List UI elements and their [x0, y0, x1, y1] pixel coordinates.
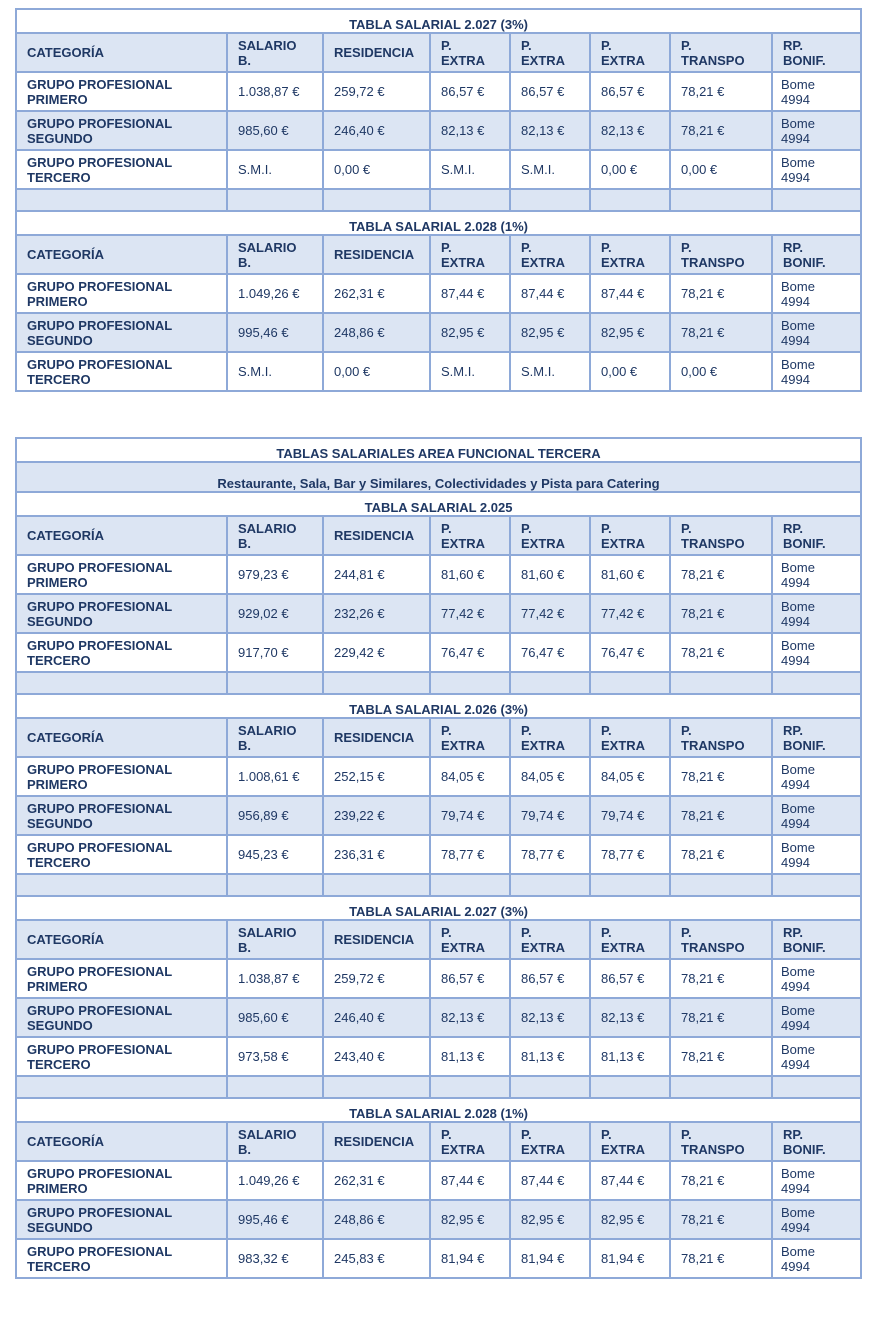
- table-row: [16, 352, 861, 391]
- value-cell: 82,13 €: [590, 111, 670, 150]
- column-header-categoria: CATEGORÍA: [16, 516, 227, 555]
- column-header-ptranspo: P. TRANSPO: [670, 920, 772, 959]
- empty-cell: [590, 189, 670, 211]
- empty-cell: [670, 672, 772, 694]
- category-cell: GRUPO PROFESIONAL TERCERO: [16, 835, 227, 874]
- value-cell: 82,13 €: [510, 111, 590, 150]
- empty-cell: [670, 1076, 772, 1098]
- column-header-rpbonif: RP. BONIF.: [772, 920, 861, 959]
- value-cell: 87,44 €: [430, 274, 510, 313]
- value-cell: 81,94 €: [590, 1239, 670, 1278]
- table-row: [16, 555, 861, 594]
- table-row: [16, 998, 861, 1037]
- table-title-row: [16, 9, 861, 33]
- table-row: [16, 796, 861, 835]
- value-cell: 82,95 €: [430, 1200, 510, 1239]
- empty-cell: [430, 1076, 510, 1098]
- table-row: [16, 274, 861, 313]
- table-title: TABLA SALARIAL 2.028 (1%): [16, 211, 861, 235]
- empty-cell: [323, 672, 430, 694]
- bonif-cell: Bome 4994: [772, 1239, 861, 1278]
- value-cell: 87,44 €: [510, 274, 590, 313]
- value-cell: 259,72 €: [323, 959, 430, 998]
- empty-cell: [16, 874, 227, 896]
- column-header-residencia: RESIDENCIA: [323, 718, 430, 757]
- table-row: [16, 1239, 861, 1278]
- category-cell: GRUPO PROFESIONAL TERCERO: [16, 1239, 227, 1278]
- value-cell: 78,21 €: [670, 555, 772, 594]
- value-cell: 956,89 €: [227, 796, 323, 835]
- value-cell: 1.008,61 €: [227, 757, 323, 796]
- value-cell: 82,95 €: [590, 313, 670, 352]
- value-cell: 77,42 €: [590, 594, 670, 633]
- value-cell: 243,40 €: [323, 1037, 430, 1076]
- column-header-pextra: P. EXTRA: [590, 920, 670, 959]
- table-title-row: [16, 492, 861, 516]
- category-cell: GRUPO PROFESIONAL PRIMERO: [16, 757, 227, 796]
- column-header-categoria: CATEGORÍA: [16, 718, 227, 757]
- table-header-row: [16, 920, 861, 959]
- bonif-cell: Bome 4994: [772, 352, 861, 391]
- empty-cell: [227, 1076, 323, 1098]
- category-cell: GRUPO PROFESIONAL TERCERO: [16, 1037, 227, 1076]
- value-cell: 244,81 €: [323, 555, 430, 594]
- bonif-cell: Bome 4994: [772, 1200, 861, 1239]
- empty-cell: [430, 672, 510, 694]
- value-cell: 995,46 €: [227, 313, 323, 352]
- value-cell: 79,74 €: [590, 796, 670, 835]
- table-row: [16, 835, 861, 874]
- table-row: [16, 1200, 861, 1239]
- value-cell: 78,77 €: [430, 835, 510, 874]
- value-cell: S.M.I.: [227, 352, 323, 391]
- empty-cell: [16, 189, 227, 211]
- bonif-cell: Bome 4994: [772, 594, 861, 633]
- value-cell: 76,47 €: [430, 633, 510, 672]
- table-header-row: [16, 235, 861, 274]
- bonif-cell: Bome 4994: [772, 1037, 861, 1076]
- bonif-cell: Bome 4994: [772, 150, 861, 189]
- empty-cell: [590, 1076, 670, 1098]
- value-cell: 78,21 €: [670, 757, 772, 796]
- column-header-pextra: P. EXTRA: [510, 516, 590, 555]
- empty-cell: [323, 189, 430, 211]
- category-cell: GRUPO PROFESIONAL PRIMERO: [16, 1161, 227, 1200]
- column-header-pextra: P. EXTRA: [510, 1122, 590, 1161]
- table-header-row: [16, 33, 861, 72]
- value-cell: 87,44 €: [590, 1161, 670, 1200]
- value-cell: 78,21 €: [670, 1161, 772, 1200]
- empty-cell: [510, 189, 590, 211]
- column-header-ptranspo: P. TRANSPO: [670, 235, 772, 274]
- empty-cell: [510, 672, 590, 694]
- category-cell: GRUPO PROFESIONAL PRIMERO: [16, 959, 227, 998]
- value-cell: 84,05 €: [510, 757, 590, 796]
- value-cell: 248,86 €: [323, 1200, 430, 1239]
- column-header-rpbonif: RP. BONIF.: [772, 33, 861, 72]
- table-row: [16, 72, 861, 111]
- value-cell: 81,13 €: [510, 1037, 590, 1076]
- empty-cell: [772, 189, 861, 211]
- column-header-pextra: P. EXTRA: [430, 516, 510, 555]
- value-cell: 0,00 €: [670, 150, 772, 189]
- empty-cell: [670, 874, 772, 896]
- category-cell: GRUPO PROFESIONAL TERCERO: [16, 150, 227, 189]
- value-cell: 86,57 €: [510, 959, 590, 998]
- value-cell: 236,31 €: [323, 835, 430, 874]
- value-cell: 985,60 €: [227, 998, 323, 1037]
- column-header-pextra: P. EXTRA: [590, 235, 670, 274]
- value-cell: 983,32 €: [227, 1239, 323, 1278]
- column-header-pextra: P. EXTRA: [510, 235, 590, 274]
- value-cell: 945,23 €: [227, 835, 323, 874]
- spacer-row: [16, 874, 861, 896]
- value-cell: 79,74 €: [510, 796, 590, 835]
- value-cell: 81,60 €: [510, 555, 590, 594]
- category-cell: GRUPO PROFESIONAL SEGUNDO: [16, 594, 227, 633]
- value-cell: 78,21 €: [670, 1239, 772, 1278]
- column-header-residencia: RESIDENCIA: [323, 516, 430, 555]
- value-cell: 86,57 €: [430, 959, 510, 998]
- bonif-cell: Bome 4994: [772, 796, 861, 835]
- column-header-residencia: RESIDENCIA: [323, 235, 430, 274]
- value-cell: 0,00 €: [590, 352, 670, 391]
- column-header-categoria: CATEGORÍA: [16, 1122, 227, 1161]
- value-cell: 78,21 €: [670, 274, 772, 313]
- value-cell: 0,00 €: [590, 150, 670, 189]
- table-header-row: [16, 516, 861, 555]
- value-cell: 81,13 €: [430, 1037, 510, 1076]
- table-title: TABLA SALARIAL 2.027 (3%): [16, 9, 861, 33]
- value-cell: 82,95 €: [510, 1200, 590, 1239]
- value-cell: 87,44 €: [430, 1161, 510, 1200]
- bonif-cell: Bome 4994: [772, 835, 861, 874]
- column-header-ptranspo: P. TRANSPO: [670, 516, 772, 555]
- column-header-ptranspo: P. TRANSPO: [670, 1122, 772, 1161]
- value-cell: 78,21 €: [670, 1200, 772, 1239]
- value-cell: 262,31 €: [323, 274, 430, 313]
- column-header-rpbonif: RP. BONIF.: [772, 718, 861, 757]
- value-cell: 78,21 €: [670, 313, 772, 352]
- table-title-row: [16, 211, 861, 235]
- value-cell: S.M.I.: [510, 352, 590, 391]
- empty-cell: [670, 189, 772, 211]
- value-cell: S.M.I.: [227, 150, 323, 189]
- value-cell: 82,13 €: [590, 998, 670, 1037]
- value-cell: 87,44 €: [590, 274, 670, 313]
- value-cell: 82,95 €: [510, 313, 590, 352]
- category-cell: GRUPO PROFESIONAL SEGUNDO: [16, 313, 227, 352]
- value-cell: 995,46 €: [227, 1200, 323, 1239]
- salary-table-block-1: [15, 8, 862, 392]
- value-cell: S.M.I.: [510, 150, 590, 189]
- column-header-pextra: P. EXTRA: [510, 718, 590, 757]
- category-cell: GRUPO PROFESIONAL SEGUNDO: [16, 796, 227, 835]
- value-cell: 82,13 €: [510, 998, 590, 1037]
- column-header-pextra: P. EXTRA: [590, 516, 670, 555]
- column-header-categoria: CATEGORÍA: [16, 33, 227, 72]
- value-cell: 78,77 €: [590, 835, 670, 874]
- column-header-rpbonif: RP. BONIF.: [772, 516, 861, 555]
- value-cell: 79,74 €: [430, 796, 510, 835]
- table-header-row: [16, 718, 861, 757]
- spacer-row: [16, 1076, 861, 1098]
- area-title-row: [16, 438, 861, 462]
- column-header-categoria: CATEGORÍA: [16, 920, 227, 959]
- empty-cell: [227, 189, 323, 211]
- value-cell: 78,21 €: [670, 835, 772, 874]
- value-cell: 78,77 €: [510, 835, 590, 874]
- bonif-cell: Bome 4994: [772, 959, 861, 998]
- category-cell: GRUPO PROFESIONAL TERCERO: [16, 633, 227, 672]
- table-title: TABLA SALARIAL 2.026 (3%): [16, 694, 861, 718]
- value-cell: 86,57 €: [510, 72, 590, 111]
- value-cell: 1.038,87 €: [227, 72, 323, 111]
- value-cell: 78,21 €: [670, 594, 772, 633]
- value-cell: 239,22 €: [323, 796, 430, 835]
- value-cell: 245,83 €: [323, 1239, 430, 1278]
- value-cell: 1.049,26 €: [227, 1161, 323, 1200]
- value-cell: 1.049,26 €: [227, 274, 323, 313]
- area-subtitle-row: [16, 462, 861, 492]
- value-cell: 84,05 €: [590, 757, 670, 796]
- value-cell: 81,60 €: [590, 555, 670, 594]
- column-header-pextra: P. EXTRA: [510, 920, 590, 959]
- value-cell: 81,94 €: [430, 1239, 510, 1278]
- table-row: [16, 959, 861, 998]
- value-cell: 77,42 €: [430, 594, 510, 633]
- empty-cell: [16, 672, 227, 694]
- value-cell: 1.038,87 €: [227, 959, 323, 998]
- column-header-salario: SALARIO B.: [227, 718, 323, 757]
- column-header-salario: SALARIO B.: [227, 516, 323, 555]
- empty-cell: [510, 1076, 590, 1098]
- value-cell: 81,60 €: [430, 555, 510, 594]
- value-cell: 229,42 €: [323, 633, 430, 672]
- category-cell: GRUPO PROFESIONAL SEGUNDO: [16, 998, 227, 1037]
- column-header-pextra: P. EXTRA: [430, 235, 510, 274]
- value-cell: 985,60 €: [227, 111, 323, 150]
- empty-cell: [430, 189, 510, 211]
- value-cell: 82,13 €: [430, 998, 510, 1037]
- value-cell: 78,21 €: [670, 998, 772, 1037]
- spacer-row: [16, 189, 861, 211]
- spacer-row: [16, 672, 861, 694]
- column-header-pextra: P. EXTRA: [430, 1122, 510, 1161]
- value-cell: 77,42 €: [510, 594, 590, 633]
- value-cell: 86,57 €: [590, 959, 670, 998]
- bonif-cell: Bome 4994: [772, 1161, 861, 1200]
- value-cell: 82,95 €: [430, 313, 510, 352]
- value-cell: 82,13 €: [430, 111, 510, 150]
- empty-cell: [590, 874, 670, 896]
- value-cell: 0,00 €: [323, 352, 430, 391]
- column-header-residencia: RESIDENCIA: [323, 1122, 430, 1161]
- bonif-cell: Bome 4994: [772, 313, 861, 352]
- table-title: TABLA SALARIAL 2.027 (3%): [16, 896, 861, 920]
- value-cell: 82,95 €: [590, 1200, 670, 1239]
- value-cell: 78,21 €: [670, 959, 772, 998]
- empty-cell: [323, 1076, 430, 1098]
- column-header-rpbonif: RP. BONIF.: [772, 235, 861, 274]
- area-subtitle: Restaurante, Sala, Bar y Similares, Colectividades y Pista para Catering: [16, 462, 861, 492]
- value-cell: S.M.I.: [430, 150, 510, 189]
- table-row: [16, 111, 861, 150]
- column-header-pextra: P. EXTRA: [590, 718, 670, 757]
- value-cell: 86,57 €: [590, 72, 670, 111]
- value-cell: 86,57 €: [430, 72, 510, 111]
- bonif-cell: Bome 4994: [772, 633, 861, 672]
- area-title: TABLAS SALARIALES AREA FUNCIONAL TERCERA: [16, 438, 861, 462]
- value-cell: 252,15 €: [323, 757, 430, 796]
- empty-cell: [510, 874, 590, 896]
- empty-cell: [227, 874, 323, 896]
- column-header-pextra: P. EXTRA: [430, 920, 510, 959]
- empty-cell: [590, 672, 670, 694]
- bonif-cell: Bome 4994: [772, 72, 861, 111]
- category-cell: GRUPO PROFESIONAL PRIMERO: [16, 72, 227, 111]
- column-header-salario: SALARIO B.: [227, 920, 323, 959]
- column-header-rpbonif: RP. BONIF.: [772, 1122, 861, 1161]
- value-cell: 76,47 €: [510, 633, 590, 672]
- empty-cell: [430, 874, 510, 896]
- empty-cell: [323, 874, 430, 896]
- value-cell: 232,26 €: [323, 594, 430, 633]
- column-header-pextra: P. EXTRA: [590, 1122, 670, 1161]
- value-cell: 81,94 €: [510, 1239, 590, 1278]
- category-cell: GRUPO PROFESIONAL SEGUNDO: [16, 111, 227, 150]
- column-header-pextra: P. EXTRA: [430, 33, 510, 72]
- table-row: [16, 594, 861, 633]
- value-cell: 76,47 €: [590, 633, 670, 672]
- category-cell: GRUPO PROFESIONAL SEGUNDO: [16, 1200, 227, 1239]
- empty-cell: [772, 672, 861, 694]
- category-cell: GRUPO PROFESIONAL PRIMERO: [16, 274, 227, 313]
- value-cell: 248,86 €: [323, 313, 430, 352]
- table-row: [16, 757, 861, 796]
- column-header-residencia: RESIDENCIA: [323, 920, 430, 959]
- column-header-pextra: P. EXTRA: [510, 33, 590, 72]
- salary-table-block-2: [15, 437, 862, 1279]
- value-cell: 78,21 €: [670, 111, 772, 150]
- table-title-row: [16, 896, 861, 920]
- value-cell: 87,44 €: [510, 1161, 590, 1200]
- column-header-salario: SALARIO B.: [227, 1122, 323, 1161]
- table-row: [16, 633, 861, 672]
- value-cell: 0,00 €: [670, 352, 772, 391]
- table-row: [16, 1037, 861, 1076]
- value-cell: 246,40 €: [323, 111, 430, 150]
- table-title-row: [16, 694, 861, 718]
- value-cell: 78,21 €: [670, 633, 772, 672]
- value-cell: 917,70 €: [227, 633, 323, 672]
- value-cell: 246,40 €: [323, 998, 430, 1037]
- table-row: [16, 1161, 861, 1200]
- table-header-row: [16, 1122, 861, 1161]
- value-cell: 78,21 €: [670, 72, 772, 111]
- table-title: TABLA SALARIAL 2.028 (1%): [16, 1098, 861, 1122]
- value-cell: 259,72 €: [323, 72, 430, 111]
- table-row: [16, 313, 861, 352]
- value-cell: 78,21 €: [670, 1037, 772, 1076]
- column-header-ptranspo: P. TRANSPO: [670, 33, 772, 72]
- table-title-row: [16, 1098, 861, 1122]
- category-cell: GRUPO PROFESIONAL TERCERO: [16, 352, 227, 391]
- column-header-salario: SALARIO B.: [227, 33, 323, 72]
- empty-cell: [772, 1076, 861, 1098]
- column-header-categoria: CATEGORÍA: [16, 235, 227, 274]
- value-cell: 929,02 €: [227, 594, 323, 633]
- bonif-cell: Bome 4994: [772, 555, 861, 594]
- value-cell: 78,21 €: [670, 796, 772, 835]
- value-cell: 84,05 €: [430, 757, 510, 796]
- bonif-cell: Bome 4994: [772, 274, 861, 313]
- table-title: TABLA SALARIAL 2.025: [16, 492, 861, 516]
- value-cell: S.M.I.: [430, 352, 510, 391]
- table-row: [16, 150, 861, 189]
- empty-cell: [16, 1076, 227, 1098]
- empty-cell: [772, 874, 861, 896]
- value-cell: 81,13 €: [590, 1037, 670, 1076]
- bonif-cell: Bome 4994: [772, 111, 861, 150]
- value-cell: 979,23 €: [227, 555, 323, 594]
- empty-cell: [227, 672, 323, 694]
- column-header-residencia: RESIDENCIA: [323, 33, 430, 72]
- value-cell: 973,58 €: [227, 1037, 323, 1076]
- value-cell: 0,00 €: [323, 150, 430, 189]
- column-header-ptranspo: P. TRANSPO: [670, 718, 772, 757]
- category-cell: GRUPO PROFESIONAL PRIMERO: [16, 555, 227, 594]
- column-header-pextra: P. EXTRA: [430, 718, 510, 757]
- column-header-pextra: P. EXTRA: [590, 33, 670, 72]
- bonif-cell: Bome 4994: [772, 998, 861, 1037]
- column-header-salario: SALARIO B.: [227, 235, 323, 274]
- bonif-cell: Bome 4994: [772, 757, 861, 796]
- value-cell: 262,31 €: [323, 1161, 430, 1200]
